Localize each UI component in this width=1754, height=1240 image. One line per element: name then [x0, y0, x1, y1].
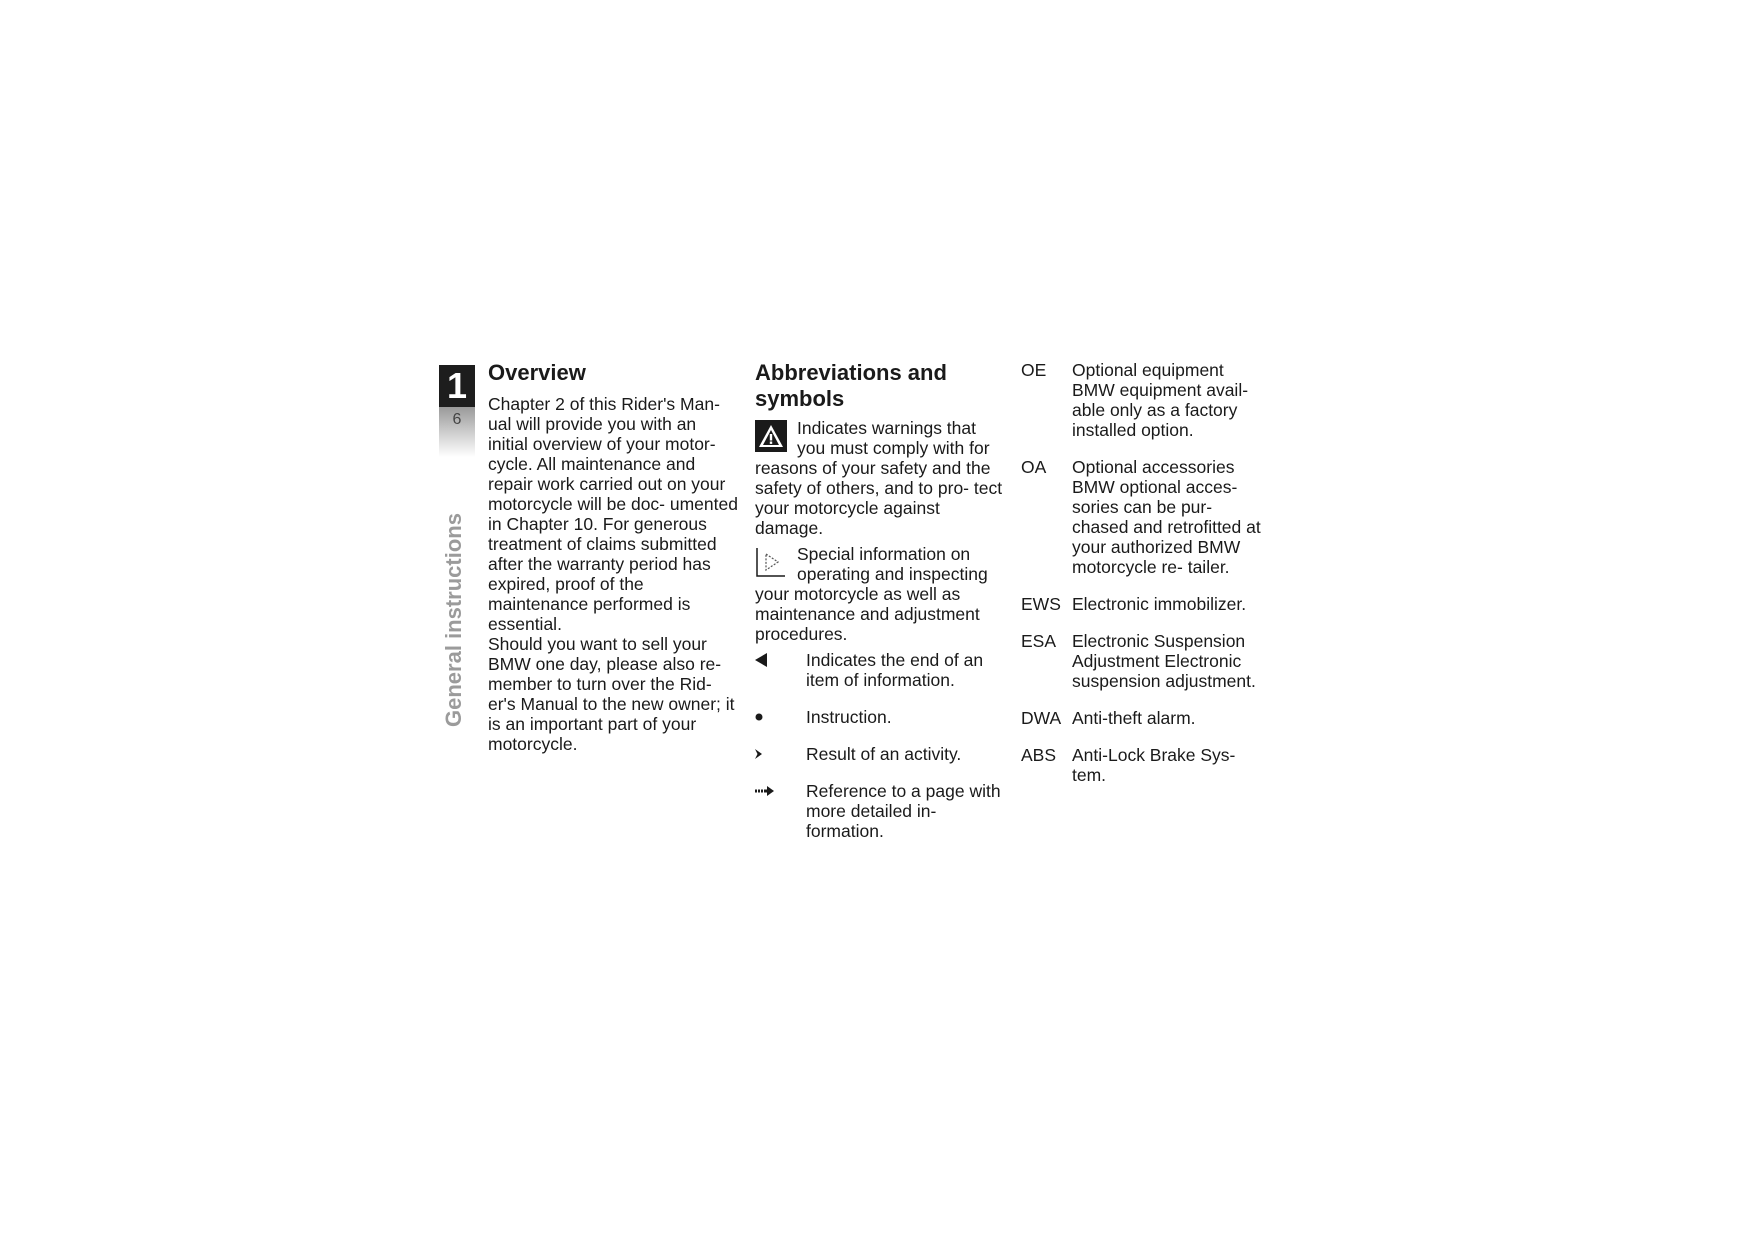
abbreviation: ABS	[1021, 745, 1057, 765]
abbreviations-heading: Abbreviations and symbols	[755, 360, 947, 411]
overview-heading: Overview	[488, 360, 586, 385]
abbreviation-definition: Electronic immobilizer.	[1072, 594, 1247, 614]
symbol-row	[755, 781, 1007, 841]
warning-text: Indicates warnings that you must comply with for reasons of your safety and the safety of others, and to pro- tect your motorcycle against damage.	[755, 418, 1003, 538]
page-reference-arrow-icon	[755, 786, 775, 796]
abbreviation-definition: Optional equipment BMW equipment avail- able only as a factory installed option.	[1072, 360, 1249, 440]
abbreviation: OA	[1021, 457, 1047, 477]
warning-block	[755, 418, 1007, 538]
end-triangle-icon	[755, 653, 767, 667]
symbol-description: Result of an activity.	[806, 744, 962, 764]
overview-paragraph-2: Should you want to sell your BMW one day, please also re- member to turn over the Rid- er's Manual to the new owner; it is an important part of your motorcycle.	[488, 634, 735, 754]
symbol-description: Instruction.	[806, 707, 892, 727]
abbreviation-row	[1021, 360, 1271, 440]
abbreviation-definition: Anti-theft alarm.	[1072, 708, 1196, 728]
special-info-text: Special information on operating and inspecting your motorcycle as well as maintenance and adjustment procedures.	[755, 544, 988, 644]
symbol-row	[755, 744, 1007, 764]
overview-paragraph-1: Chapter 2 of this Rider's Man- ual will provide you with an initial overview of your motor- cycle. All maintenance and repair work carried out on your motorcycle will be doc- umented in Chapter 10. For generous treatment of claims submitted after the warranty period has expired, proof of the maintenance performed is essential.	[488, 394, 738, 634]
abbreviations-section	[755, 360, 1007, 858]
symbol-description: Reference to a page with more detailed in- formation.	[806, 781, 1001, 841]
symbol-row	[755, 707, 1007, 727]
abbreviation: EWS	[1021, 594, 1061, 614]
abbreviation-row	[1021, 631, 1271, 691]
abbreviation: OE	[1021, 360, 1047, 380]
chapter-tab	[439, 365, 475, 457]
abbreviation-row	[1021, 745, 1271, 785]
symbol-description: Indicates the end of an item of information.	[806, 650, 984, 690]
overview-section	[488, 360, 740, 754]
abbreviation-row	[1021, 708, 1271, 728]
warning-icon	[755, 420, 787, 452]
symbol-row	[755, 650, 1007, 690]
chapter-title: General instructions	[441, 513, 466, 727]
bullet-icon	[755, 713, 763, 721]
abbreviation-definition: Optional accessories BMW optional acces- sories can be pur- chased and retrofitted at your authorized BMW motorcycle re- tailer.	[1072, 457, 1261, 577]
abbreviation: DWA	[1021, 708, 1062, 728]
abbreviation: ESA	[1021, 631, 1057, 651]
special-info-block	[755, 544, 1007, 644]
chapter-number: 1	[439, 365, 475, 407]
abbreviation-definition: Electronic Suspension Adjustment Electronic suspension adjustment.	[1072, 631, 1256, 691]
abbreviation-definition: Anti-Lock Brake Sys- tem.	[1072, 745, 1236, 785]
abbreviation-row	[1021, 457, 1271, 577]
page-number: 6	[439, 407, 475, 457]
abbreviation-row	[1021, 594, 1271, 614]
special-info-icon	[755, 546, 787, 578]
abbreviation-list	[1021, 360, 1271, 802]
result-arrow-icon	[755, 749, 763, 759]
